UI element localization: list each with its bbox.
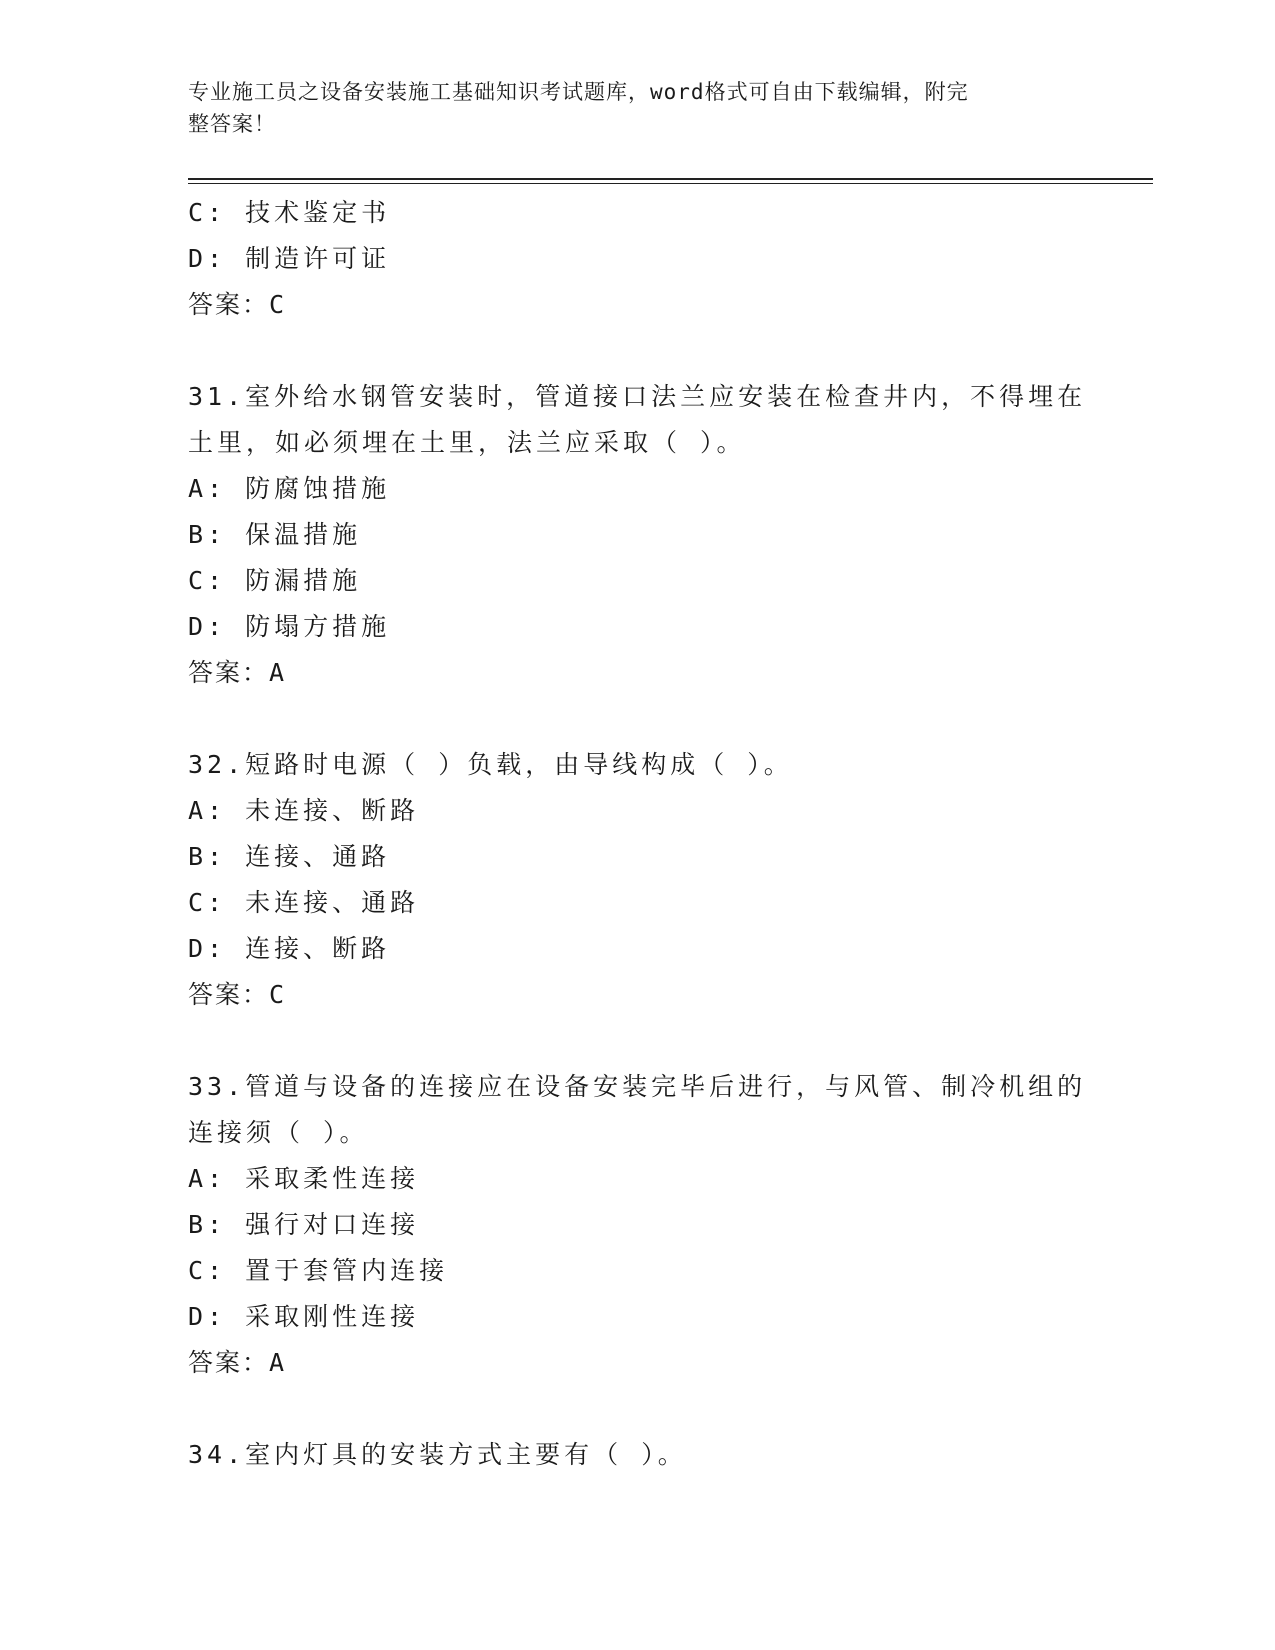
option-b: B: 连接、通路 (188, 842, 391, 871)
header-divider-thick (188, 178, 1153, 180)
option-d: D: 制造许可证 (188, 244, 391, 273)
option-c: C: 置于套管内连接 (188, 1256, 449, 1285)
option-c: C: 防漏措施 (188, 566, 362, 595)
option-a: A: 采取柔性连接 (188, 1164, 420, 1193)
answer-line: 答案：C (188, 980, 287, 1009)
question-32 (188, 742, 1088, 1018)
document-header (188, 76, 1088, 140)
question-text-line: 31.室外给水钢管安装时，管道接口法兰应安装在检查井内，不得埋在 (188, 382, 1087, 411)
question-34 (188, 1432, 1088, 1478)
question-text-line: 土里，如必须埋在土里，法兰应采取（ ）。 (188, 428, 746, 457)
question-text-line: 33.管道与设备的连接应在设备安装完毕后进行，与风管、制冷机组的 (188, 1072, 1087, 1101)
header-line-2: 整答案！ (188, 112, 276, 136)
option-b: B: 强行对口连接 (188, 1210, 420, 1239)
option-d: D: 连接、断路 (188, 934, 391, 963)
question-text-line: 32.短路时电源（ ）负载，由导线构成（ ）。 (188, 750, 793, 779)
option-c: C: 未连接、通路 (188, 888, 420, 917)
answer-line: 答案：A (188, 1348, 287, 1377)
option-a: A: 未连接、断路 (188, 796, 420, 825)
question-30-continuation (188, 190, 1088, 328)
option-b: B: 保温措施 (188, 520, 362, 549)
question-33 (188, 1064, 1088, 1386)
question-31 (188, 374, 1088, 696)
question-list (188, 190, 1088, 1478)
answer-line: 答案：C (188, 290, 287, 319)
question-text-line: 34.室内灯具的安装方式主要有（ ）。 (188, 1440, 687, 1469)
answer-line: 答案：A (188, 658, 287, 687)
question-text-line: 连接须（ ）。 (188, 1118, 369, 1147)
option-a: A: 防腐蚀措施 (188, 474, 391, 503)
header-divider-thin (188, 183, 1153, 184)
option-d: D: 防塌方措施 (188, 612, 391, 641)
option-c: C: 技术鉴定书 (188, 198, 391, 227)
header-line-1: 专业施工员之设备安装施工基础知识考试题库，word格式可自由下载编辑，附完 (188, 80, 969, 104)
option-d: D: 采取刚性连接 (188, 1302, 420, 1331)
